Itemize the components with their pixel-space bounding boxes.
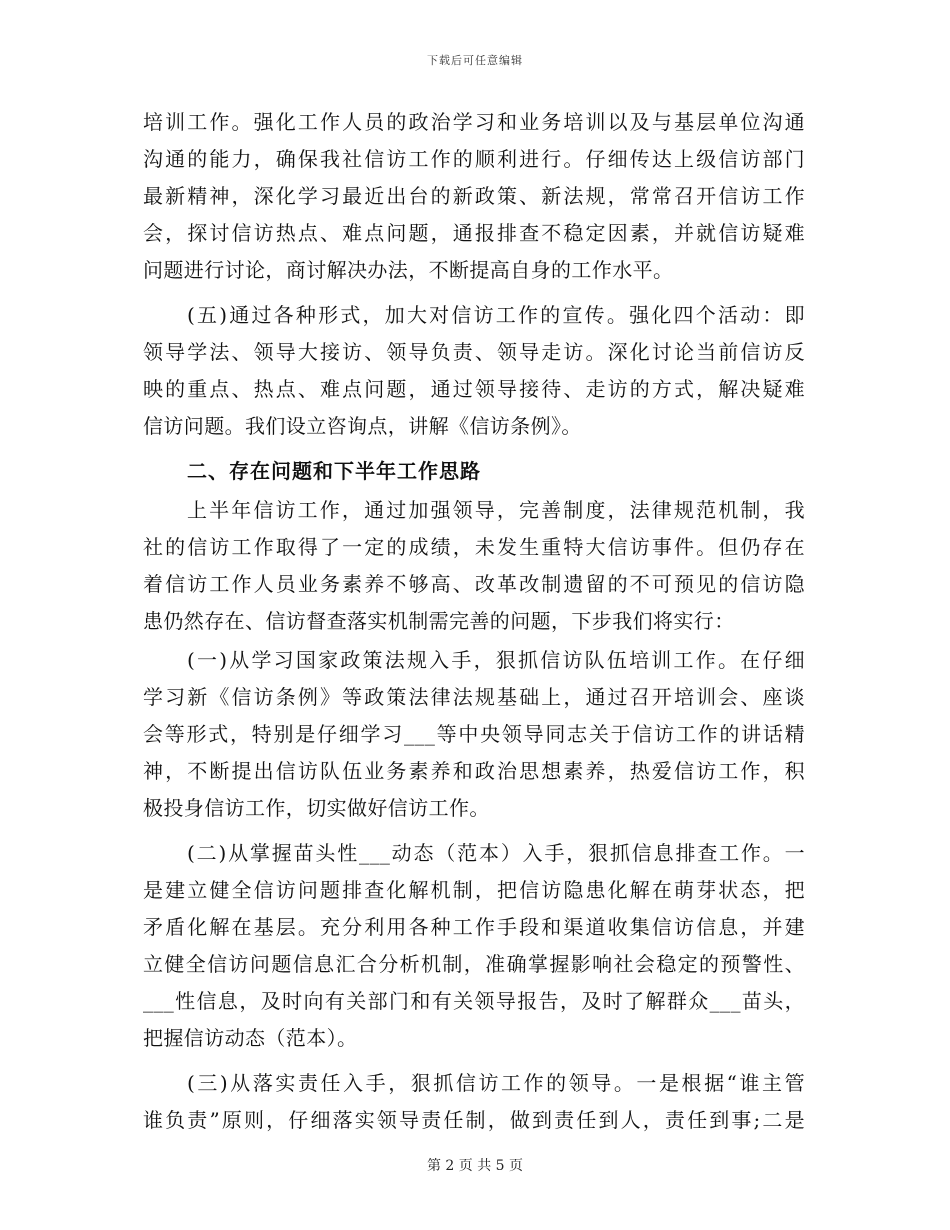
paragraph-problems [143, 492, 805, 640]
text-line: 矛盾化解在基层。充分利用各种工作手段和渠道收集信访信息，并建 [143, 915, 805, 939]
text-line: ___性信息，及时向有关部门和有关领导报告，及时了解群众___苗头， [143, 989, 805, 1013]
text-line: 最新精神，深化学习最近出台的新政策、新法规，常常召开信访工作 [143, 184, 805, 208]
text-line: 极投身信访工作，切实做好信访工作。 [143, 796, 490, 820]
section-heading: 二、存在问题和下半年工作思路 [187, 459, 481, 483]
text-line: 信访问题。我们设立咨询点，讲解《信访条例》。 [143, 414, 582, 438]
text-line: 会，探讨信访热点、难点问题，通报排查不稳定因素，并就信访疑难 [143, 221, 805, 245]
text-line: 患仍然存在、信访督查落实机制需完善的问题，下步我们将实行： [143, 609, 735, 633]
text-line: (一)从学习国家政策法规入手，狠抓信访队伍培训工作。在仔细 [187, 648, 805, 672]
text-line: 是建立健全信访问题排查化解机制，把信访隐患化解在萌芽状态，把 [143, 878, 805, 902]
text-line: 问题进行讨论，商讨解决办法，不断提高自身的工作水平。 [143, 258, 674, 282]
paragraph-publicity [143, 297, 805, 445]
text-line: 谁负责”原则，仔细落实领导责任制，做到责任到人，责任到事;二是 [143, 1108, 805, 1132]
text-line: 社的信访工作取得了一定的成绩，未发生重特大信访事件。但仍存在 [143, 535, 805, 559]
paragraph-item-two [143, 835, 805, 1057]
paragraph-item-three [143, 1065, 805, 1139]
text-line: 上半年信访工作，通过加强领导，完善制度，法律规范机制，我 [187, 498, 805, 522]
text-line: (二)从掌握苗头性___动态（范本）入手，狠抓信息排查工作。一 [187, 841, 805, 865]
text-line: 着信访工作人员业务素养不够高、改革改制遗留的不可预见的信访隐 [143, 572, 805, 596]
page-header-note: 下载后可任意编辑 [427, 54, 523, 67]
text-line: 立健全信访问题信息汇合分析机制，准确掌握影响社会稳定的预警性、 [143, 952, 805, 976]
document-body [143, 104, 805, 1139]
text-line: 沟通的能力，确保我社信访工作的顺利进行。仔细传达上级信访部门 [143, 147, 805, 171]
text-line: (三)从落实责任入手，狠抓信访工作的领导。一是根据“谁主管 [187, 1071, 805, 1095]
text-line: (五)通过各种形式，加大对信访工作的宣传。强化四个活动：即 [187, 303, 805, 327]
paragraph-training-work [143, 104, 805, 289]
paragraph-item-one [143, 642, 805, 827]
text-line: 把握信访动态（范本）。 [143, 1026, 358, 1050]
text-line: 学习新《信访条例》等政策法律法规基础上，通过召开培训会、座谈 [143, 685, 805, 709]
text-line: 会等形式，特别是仔细学习___等中央领导同志关于信访工作的讲话精 [143, 722, 805, 746]
text-line: 培训工作。强化工作人员的政治学习和业务培训以及与基层单位沟通 [143, 110, 805, 134]
text-line: 神，不断提出信访队伍业务素养和政治思想素养，热爱信访工作，积 [143, 759, 805, 783]
text-line: 领导学法、领导大接访、领导负责、领导走访。深化讨论当前信访反 [143, 340, 805, 364]
page-number: 第 2 页 共 5 页 [426, 1158, 524, 1174]
text-line: 映的重点、热点、难点问题，通过领导接待、走访的方式，解决疑难 [143, 377, 805, 401]
